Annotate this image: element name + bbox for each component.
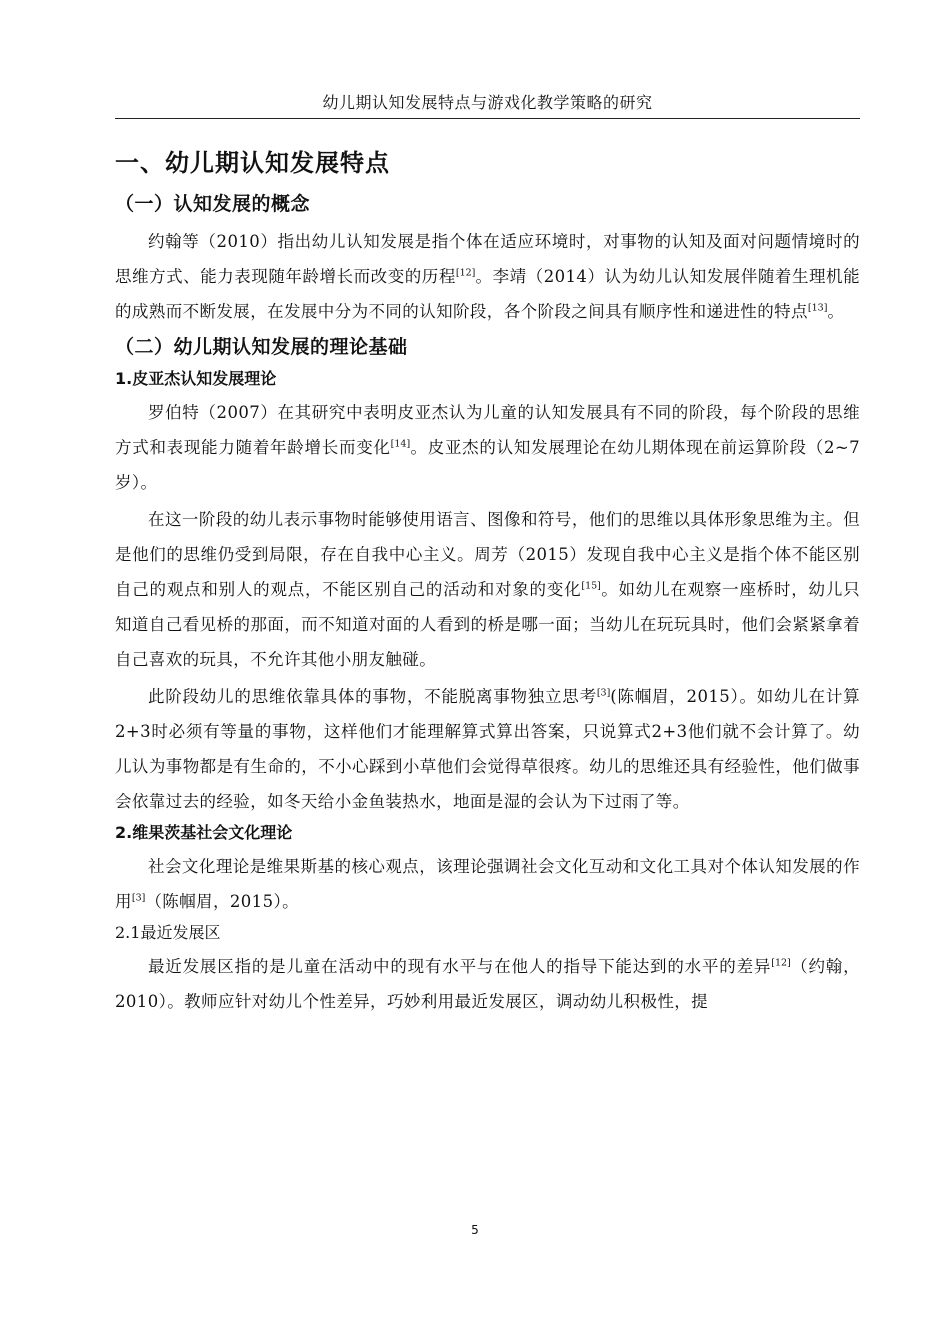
citation-marker: [12]: [771, 957, 791, 969]
paragraph-sociocultural-theory: [115, 849, 860, 919]
running-header: 幼儿期认知发展特点与游戏化教学策略的研究: [322, 93, 653, 112]
subsection-heading-vygotsky: 2.维果茨基社会文化理论: [115, 823, 293, 842]
citation-marker: [3]: [131, 892, 146, 904]
subsection-heading-piaget: 1.皮亚杰认知发展理论: [115, 369, 277, 388]
citation-marker: [3]: [596, 687, 611, 699]
citation-marker: [14]: [390, 438, 411, 450]
paragraph-text: 。: [827, 302, 845, 321]
paragraph-text: (陈帼眉，2015）。如幼儿在计算2+3时必须有等量的事物，这样他们才能理解算式算出答案，只说算式2+3他们就不会计算了。幼儿认为事物都是有生命的，不小心踩到小草他们会觉得草很疼。幼儿的思维还具有经验性，他们做事会依靠过去的经验，如冬天给小金鱼装热水，地面是湿的会认为下过雨了等。: [115, 687, 860, 811]
paragraph-concrete-thinking: [115, 679, 860, 819]
citation-marker: [12]: [455, 267, 476, 279]
paragraph-text: 最近发展区指的是儿童在活动中的现有水平与在他人的指导下能达到的水平的差异: [148, 957, 772, 976]
section-heading-1: 一、幼儿期认知发展特点: [115, 149, 390, 177]
section-heading-1-2: （二）幼儿期认知发展的理论基础: [115, 336, 408, 358]
paragraph-text: （陈帼眉，2015）。: [145, 892, 300, 911]
paragraph-text: 社会文化理论是维果斯基的核心观点，该理论强调社会文化互动和文化工具对个体认知发展的作用: [115, 857, 860, 911]
paragraph-text: 罗伯特（2007）在其研究中表明皮亚杰认为儿童的认知发展具有不同的阶段，每个阶段的思维方式和表现能力随着年龄增长而变化: [115, 403, 860, 457]
citation-marker: [13]: [807, 302, 828, 314]
paragraph-zpd: [115, 949, 860, 1019]
paragraph-text: 。李靖（2014）认为幼儿认知发展伴随着生理机能的成熟而不断发展，在发展中分为不同的认知阶段，各个阶段之间具有顺序性和递进性的特点: [115, 267, 860, 321]
paragraph-text: 在这一阶段的幼儿表示事物时能够使用语言、图像和符号，他们的思维以具体形象思维为主。但是他们的思维仍受到局限，存在自我中心主义。周芳（2015）发现自我中心主义是指个体不能区别自己的观点和别人的观点，不能区别自己的活动和对象的变化: [115, 510, 860, 599]
paragraph-egocentrism: [115, 502, 860, 677]
header-rule: [115, 118, 860, 119]
paragraph-text: 此阶段幼儿的思维依靠具体的事物，不能脱离事物独立思考: [148, 687, 597, 706]
page-number: 5: [471, 1223, 479, 1237]
paragraph-piaget-stages: [115, 395, 860, 500]
paragraph-text: 约翰等（2010）指出幼儿认知发展是指个体在适应环境时，对事物的认知及面对问题情境时的思维方式、能力表现随年龄增长而改变的历程: [115, 232, 860, 286]
paragraph-cognition-concept: [115, 224, 860, 329]
paragraph-text: 。皮亚杰的认知发展理论在幼儿期体现在前运算阶段（2~7岁）。: [115, 438, 860, 492]
subsection-heading-zpd: 2.1最近发展区: [115, 923, 221, 942]
section-heading-1-1: （一）认知发展的概念: [115, 193, 311, 215]
page-content: [115, 138, 860, 1021]
citation-marker: [15]: [581, 580, 601, 592]
paragraph-text: （约翰，2010）。教师应针对幼儿个性差异，巧妙利用最近发展区，调动幼儿积极性，提: [115, 957, 860, 1011]
paragraph-text: 。如幼儿在观察一座桥时，幼儿只知道自己看见桥的那面，而不知道对面的人看到的桥是哪一面；当幼儿在玩玩具时，他们会紧紧拿着自己喜欢的玩具，不允许其他小朋友触碰。: [115, 580, 860, 669]
